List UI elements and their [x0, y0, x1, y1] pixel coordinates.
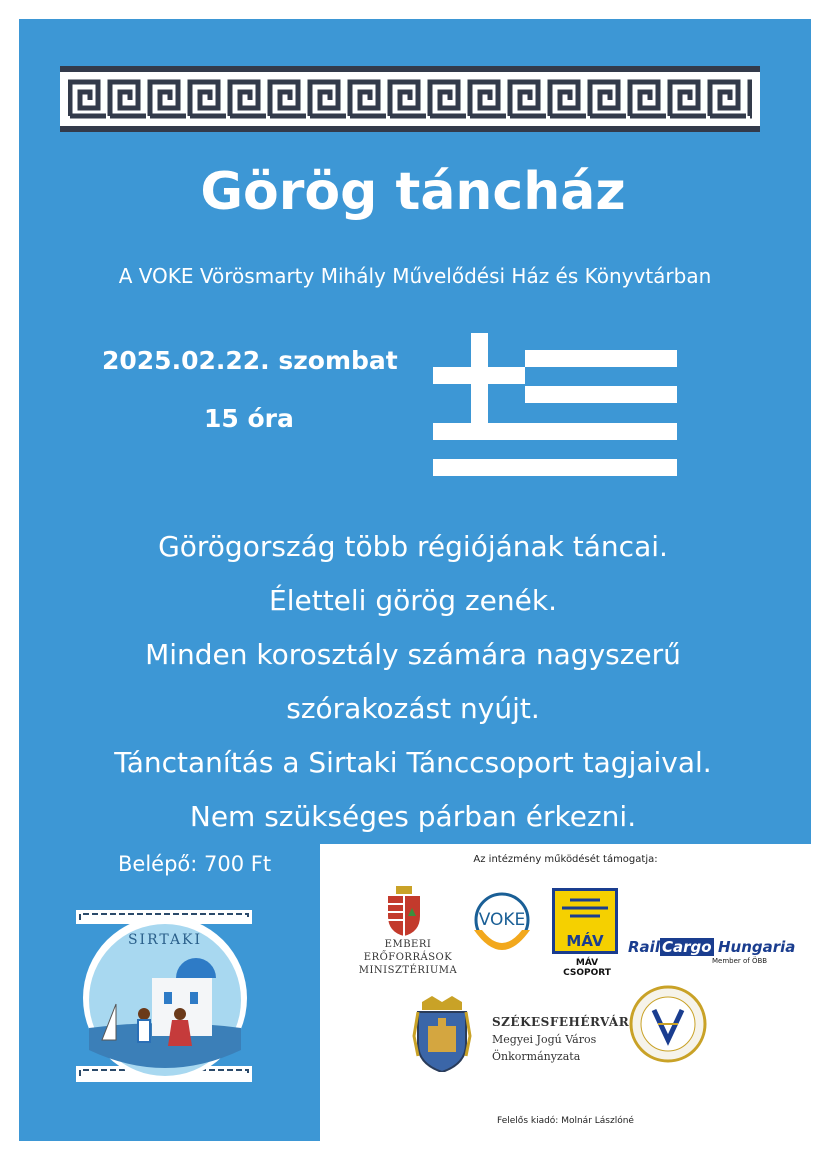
szfv-line3: Önkormányzata: [492, 1050, 581, 1063]
emmi-text: [340, 938, 476, 977]
mav-label: MÁV: [566, 932, 604, 950]
greek-flag-icon: [433, 333, 679, 479]
szfv-line2: Megyei Jogú Város: [492, 1033, 597, 1046]
event-date: 2025.02.22. szombat: [102, 346, 398, 375]
sirtaki-logo: [72, 910, 258, 1086]
venue-text: A VOKE Vörösmarty Mihály Művelődési Ház és Könyvtárban: [118, 264, 712, 288]
page-title: Görög táncház: [200, 162, 626, 222]
veterans-logo: [628, 984, 708, 1064]
sirtaki-text: SIRTAKI: [127, 932, 203, 948]
description-line: Minden korosztály számára nagyszerű: [145, 638, 681, 671]
railcargo-cargo: Cargo: [662, 938, 712, 956]
sponsors-panel: [320, 844, 811, 1141]
hungarian-coat-of-arms-icon: [384, 886, 424, 936]
voke-logo: [470, 890, 534, 962]
entry-price: Belépő: 700 Ft: [118, 852, 272, 876]
description-line: Tánctanítás a Sirtaki Tánccsoport tagjaival.: [114, 746, 712, 779]
greek-key-pattern: [60, 66, 760, 132]
event-time: 15 óra: [204, 404, 294, 433]
voke-text: VOKE: [478, 910, 526, 930]
emmi-line2: MINISZTÉRIUMA: [358, 965, 458, 976]
greek-key-border: [60, 66, 760, 132]
description-line: szórakozást nyújt.: [286, 692, 540, 725]
szfv-line1: SZÉKESFEHÉRVÁR: [492, 1015, 630, 1029]
mav-logo: [552, 888, 622, 978]
mav-group: MÁV CSOPORT: [563, 958, 611, 978]
veterans-emblem-icon: [628, 984, 708, 1064]
description-line: Görögország több régiójának táncai.: [158, 530, 668, 563]
railcargo-logo: [628, 938, 796, 970]
description-line: Életteli görög zenék.: [269, 584, 557, 617]
railcargo-rail: Rail: [628, 938, 660, 956]
description-line: Nem szükséges párban érkezni.: [189, 800, 637, 833]
szekesfehervar-text: [492, 996, 629, 1065]
sponsors-heading: Az intézmény működését támogatja:: [473, 854, 658, 865]
emmi-line1: EMBERI ERŐFORRÁSOK: [363, 939, 453, 963]
szekesfehervar-logo: [412, 996, 632, 1076]
szekesfehervar-coat-of-arms-icon: [412, 996, 472, 1072]
railcargo-hungaria: Hungaria: [718, 938, 796, 956]
emmi-logo: [358, 886, 458, 976]
description: [0, 520, 826, 844]
publisher-text: Felelős kiadó: Molnár Lászlóné: [497, 1116, 634, 1126]
railcargo-sub: Member of ÖBB: [712, 957, 768, 965]
